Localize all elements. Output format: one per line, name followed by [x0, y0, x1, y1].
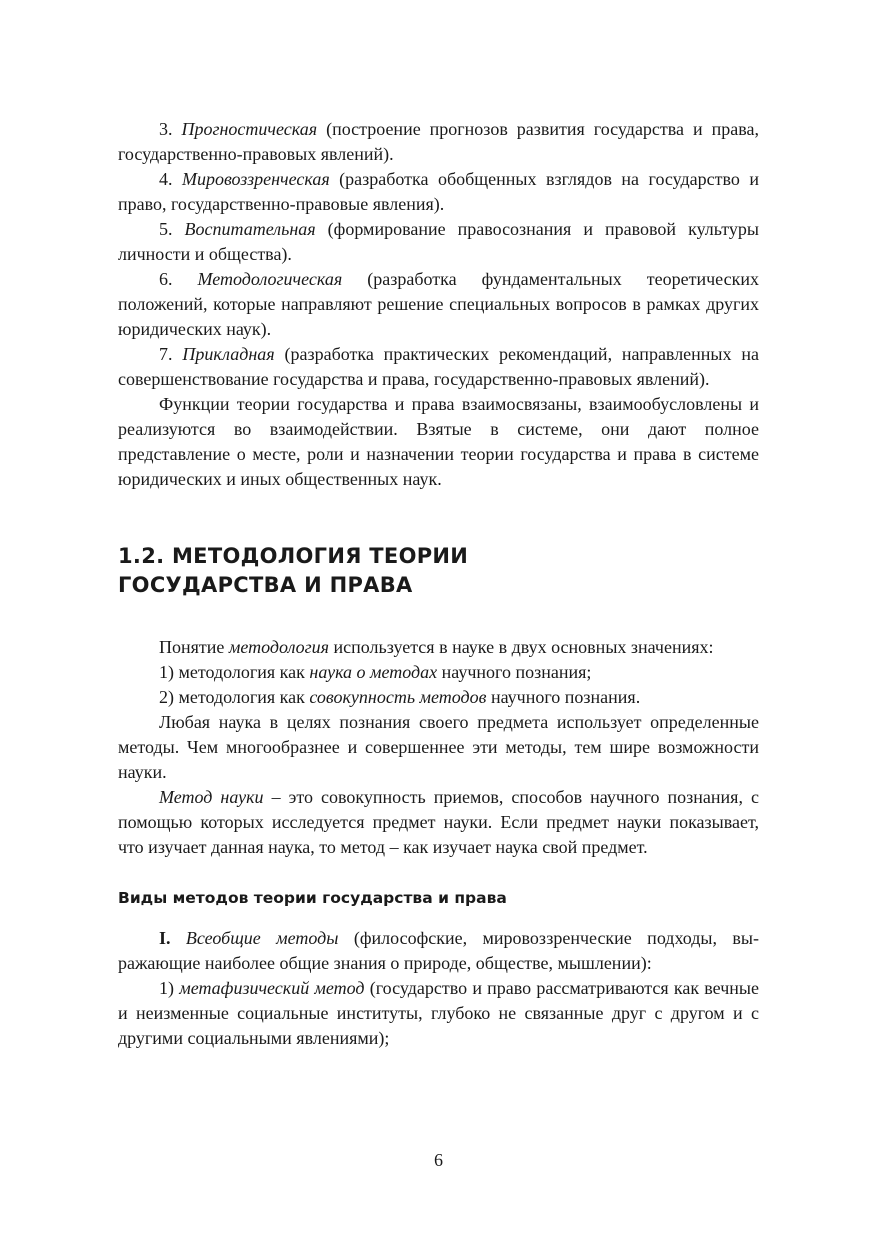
section-heading-line-1: 1.2. МЕТОДОЛОГИЯ ТЕОРИИ — [118, 544, 469, 568]
function-item-educational: 5. Воспитательная (формирование правосознания и правовой культуры личности и общества). — [118, 219, 760, 264]
methodology-concept-paragraph: Понятие методология используется в науке в двух основных значениях: — [159, 637, 714, 657]
method-definition-paragraph: Метод науки – это совокупность приемов, способов научного познания, с помощью которых исследуется предмет науки. Если предмет науки показывает, что изучает данная наука, то метод – как изучает наука свой предмет. — [118, 787, 759, 857]
general-methods-paragraph: I. Всеобщие методы (философские, мировоззренческие подходы, выражающие наиболее общие знания о природе, обществе, мышлении): — [118, 928, 759, 973]
function-item-worldview: 4. Мировоззренческая (разработка обобщенных взглядов на государство и право, государственно-правовые явления). — [118, 169, 759, 214]
functions-summary-paragraph: Функции теории государства и права взаимосвязаны, взаимообусловлены и реализуются во взаимодействии. Взятые в системе, они дают полное представление о месте, роли и назначении теории государства и права в системе юридических и иных общественных наук. — [118, 394, 759, 489]
function-term: Прогностическая — [181, 119, 318, 139]
function-term: Методологическая — [197, 269, 343, 289]
function-term: Прикладная — [182, 344, 275, 364]
any-science-paragraph: Любая наука в целях познания своего предмета использует определенные методы. Чем многообразнее и совершеннее эти методы, тем шире возможности науки. — [118, 712, 759, 782]
section-heading — [118, 542, 759, 600]
function-item-methodological: 6. Методологическая (разработка фундаментальных теоретических положений, которые направляют решение специальных вопросов в рамках других юридических наук). — [118, 269, 759, 339]
function-item-applied: 7. Прикладная (разработка практических рекомендаций, направленных на совершенствование государства и права, государственно-правовых явлений). — [118, 344, 760, 389]
methods-types-heading: Виды методов теории государства и права — [118, 889, 507, 907]
document-page — [118, 117, 759, 1051]
methodology-meaning-2: 2) методология как совокупность методов научного познания. — [159, 687, 641, 707]
heading-spacer — [118, 600, 759, 635]
metaphysical-method-paragraph: 1) метафизический метод (государство и право рассматриваются как вечные и неизменные социальные институты, глубоко не связанные друг с другом и с другими социальными явлениями); — [118, 978, 759, 1048]
section-heading-line-2: ГОСУДАРСТВА И ПРАВА — [118, 573, 413, 597]
methodology-meaning-1: 1) методология как наука о методах научного познания; — [159, 662, 592, 682]
function-term: Воспитательная — [184, 219, 316, 239]
page-number: 6 — [434, 1150, 443, 1170]
function-item-prognostic: 3. Прогностическая (построение прогнозов развития государства и права, государственно-правовых явлений). — [118, 119, 759, 164]
function-term: Мировоззренческая — [181, 169, 330, 189]
